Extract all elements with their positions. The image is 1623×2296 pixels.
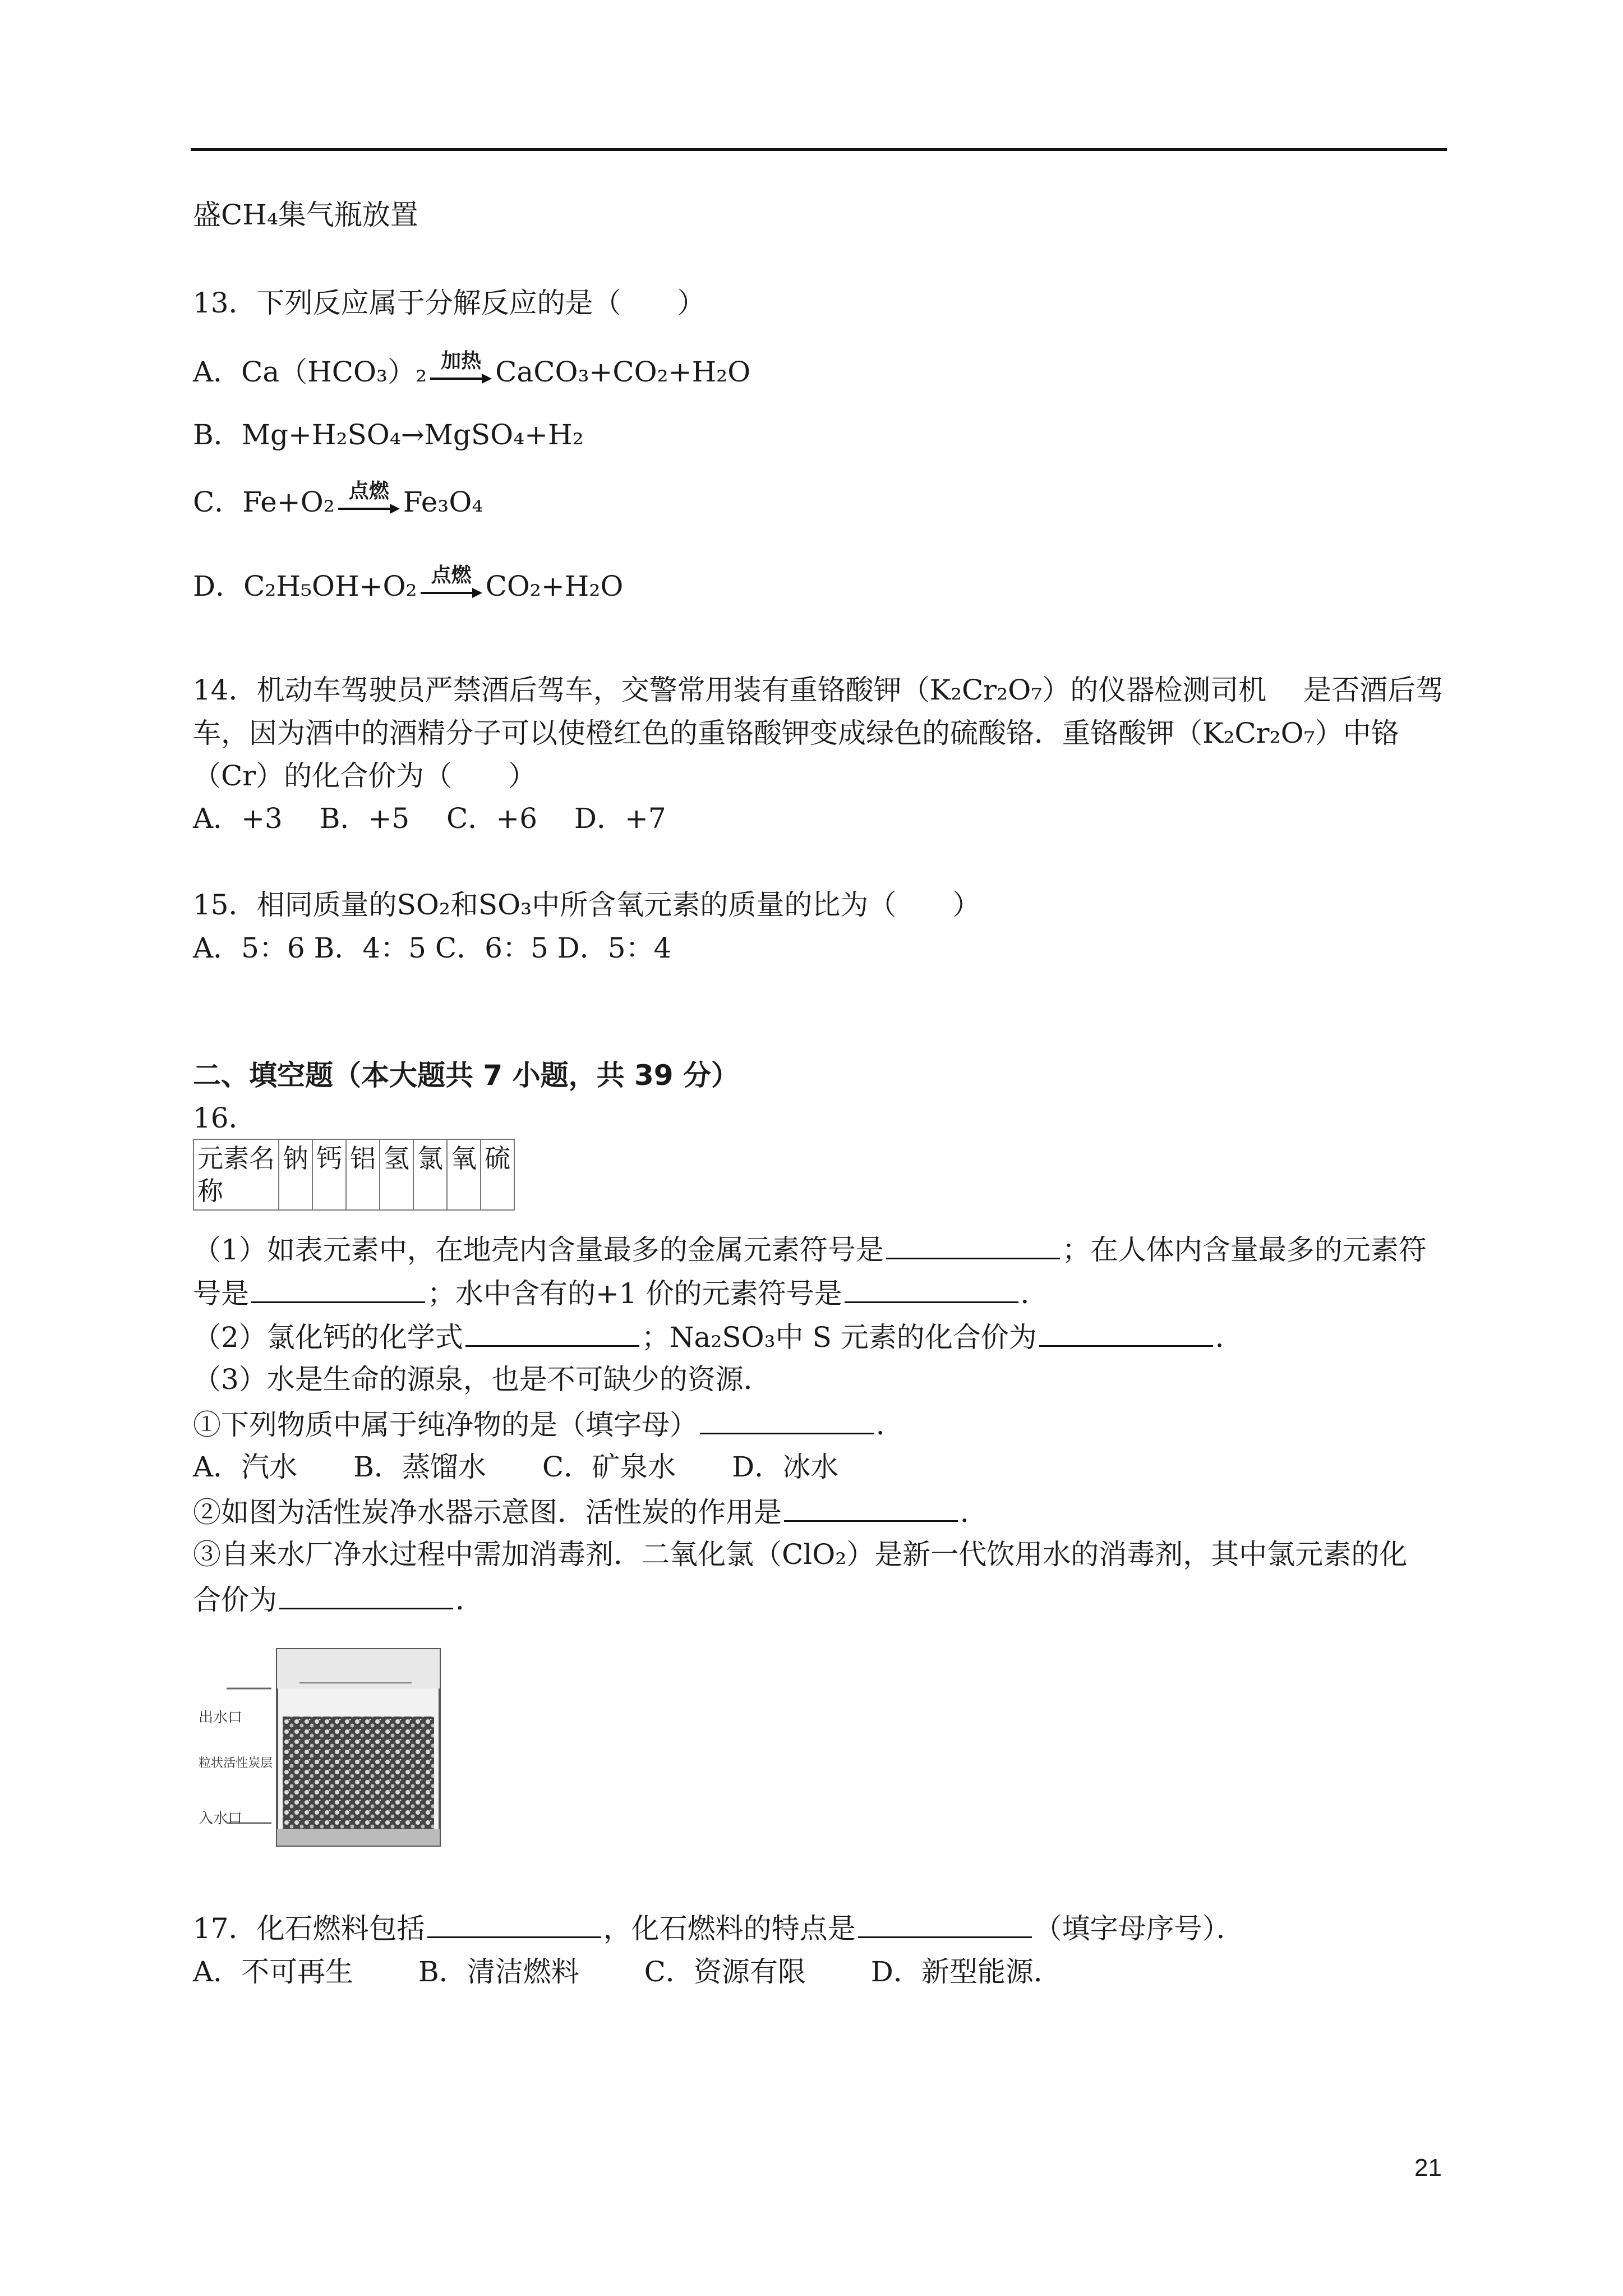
q16-part3-sub3-line2: 合价为 ． — [193, 1579, 483, 1619]
reaction-arrow-icon — [338, 480, 400, 516]
outlet-label: 出水口 — [199, 1709, 243, 1726]
answer-blank[interactable] — [784, 1491, 958, 1522]
q13-d-reactants: D．C₂H₅OH+O₂ — [193, 570, 417, 602]
q14-line1: 14．机动车驾驶员严禁酒后驾车，交警常用装有重铬酸钾（K₂Cr₂O₇）的仪器检测司机 是否酒后驾 — [193, 674, 1444, 706]
q13-d-condition: 点燃 — [431, 564, 472, 587]
q14-line3: （Cr）的化合价为（ ） — [193, 760, 537, 792]
table-cell: 氧 — [447, 1139, 481, 1210]
q13-option-a — [193, 349, 751, 392]
table-cell: 氢 — [380, 1139, 413, 1210]
answer-blank[interactable] — [465, 1316, 639, 1347]
q13-c-condition: 点燃 — [348, 480, 389, 503]
header-rule — [191, 148, 1447, 151]
q13-a-reactants: A．Ca（HCO₃）₂ — [193, 356, 427, 388]
header-continuation: 盛CH₄集气瓶放置 — [193, 199, 418, 231]
table-cell: 钙 — [312, 1139, 346, 1210]
q13-option-b: B．Mg+H₂SO₄→MgSO₄+H₂ — [193, 418, 584, 451]
q13-stem: 13．下列反应属于分解反应的是（ ） — [193, 287, 706, 319]
q16-part3: （3）水是生命的源泉，也是不可缺少的资源． — [193, 1363, 772, 1396]
answer-blank[interactable] — [1039, 1316, 1213, 1347]
table-cell: 铝 — [346, 1139, 380, 1210]
answer-blank[interactable] — [251, 1272, 425, 1303]
carbon-layer-label: 粒状活性炭层 — [199, 1756, 273, 1770]
q15-options: A．5：6 B．4：5 C．6：5 D．5：4 — [193, 932, 672, 964]
q17-stem: 17．化石燃料包括 ，化石燃料的特点是 （填字母序号）． — [193, 1907, 1244, 1948]
reaction-arrow-icon — [430, 349, 492, 385]
section-title: 二、填空题（本大题共 7 小题，共 39 分） — [193, 1059, 739, 1092]
table-cell: 钠 — [279, 1139, 312, 1210]
answer-blank[interactable] — [279, 1579, 453, 1609]
table-cell: 氯 — [413, 1139, 447, 1210]
q16-part2: （2）氯化钙的化学式 ；Na₂SO₃中 S 元素的化合价为 ． — [193, 1316, 1243, 1357]
table-header-cell: 元素名 称 — [193, 1139, 279, 1210]
inlet-label: 入水口 — [199, 1810, 243, 1827]
table-cell: 硫 — [481, 1139, 514, 1210]
answer-blank[interactable] — [845, 1272, 1018, 1303]
carbon-filter-figure — [193, 1638, 457, 1854]
q13-a-condition: 加热 — [441, 349, 482, 372]
q14-options: A．+3 B．+5 C．+6 D．+7 — [193, 802, 666, 835]
q16-part3-sub3-line1: ③自来水厂净水过程中需加消毒剂．二氧化氯（ClO₂）是新一代饮用水的消毒剂，其中氯元素的化 — [193, 1538, 1408, 1571]
q13-option-d — [193, 564, 624, 606]
answer-blank[interactable] — [700, 1404, 874, 1434]
q17-options: A．不可再生 B．清洁燃料 C．资源有限 D．新型能源． — [193, 1955, 1062, 1988]
q16-part3-options: A．汽水 B．蒸馏水 C．矿泉水 D．冰水 — [193, 1451, 839, 1483]
q16-part1-line1: （1）如表元素中，在地壳内含量最多的金属元素符号是 ；在人体内含量最多的元素符 — [193, 1228, 1427, 1269]
answer-blank[interactable] — [427, 1907, 601, 1938]
q13-a-products: CaCO₃+CO₂+H₂O — [495, 356, 751, 388]
q13-c-reactants: C．Fe+O₂ — [193, 486, 335, 518]
q14-line2: 车，因为酒中的酒精分子可以使橙红色的重铬酸钾变成绿色的硫酸铬．重铬酸钾（K₂Cr₂O₇）中铬 — [193, 717, 1399, 749]
answer-blank[interactable] — [886, 1228, 1060, 1259]
q16-part1-line2: 号是 ；水中含有的+1 价的元素符号是 ． — [193, 1272, 1049, 1313]
q16-part3-sub2: ②如图为活性炭净水器示意图．活性炭的作用是 ． — [193, 1491, 988, 1532]
q13-option-c — [193, 482, 483, 522]
q15-stem: 15．相同质量的SO₂和SO₃中所含氧元素的质量的比为（ ） — [193, 889, 981, 921]
reaction-arrow-icon — [421, 564, 482, 600]
carbon-filter-illustration — [193, 1638, 457, 1854]
q16-part3-sub1: ①下列物质中属于纯净物的是（填字母） ． — [193, 1404, 904, 1444]
page-number: 21 — [1414, 2154, 1442, 2182]
answer-blank[interactable] — [858, 1907, 1032, 1938]
q13-c-products: Fe₃O₄ — [403, 486, 483, 518]
element-table — [193, 1139, 515, 1211]
q13-d-products: CO₂+H₂O — [485, 570, 624, 602]
q16-number: 16． — [193, 1102, 257, 1134]
